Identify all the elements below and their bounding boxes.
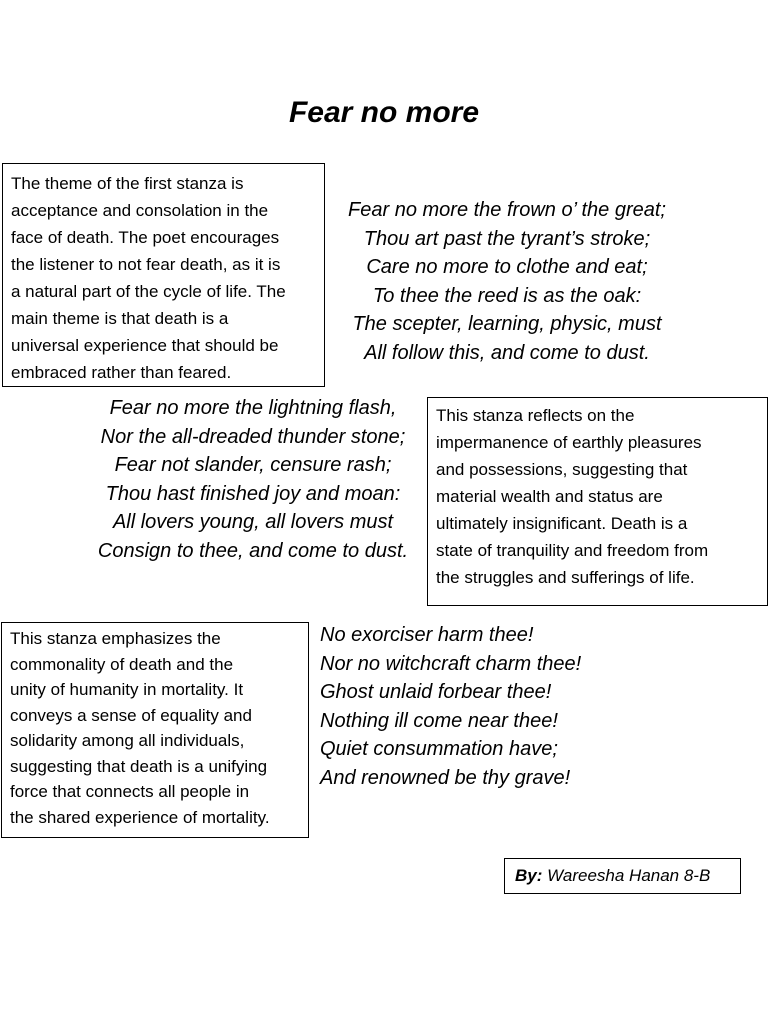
poem-stanza-1: [334, 196, 680, 367]
commentary-line: state of tranquility and freedom from: [436, 541, 709, 560]
commentary-line: The theme of the first stanza is: [11, 174, 244, 193]
poem-line: Care no more to clothe and eat;: [366, 256, 648, 278]
commentary-line: This stanza reflects on the: [436, 406, 635, 425]
poem-line: Ghost unlaid forbear thee!: [320, 681, 552, 703]
poem-line: And renowned be thy grave!: [320, 766, 571, 789]
author-name: Wareesha Hanan 8-B: [547, 866, 711, 885]
poem-line: Nothing ill come near thee!: [320, 709, 558, 732]
commentary-line: material wealth and status are: [436, 487, 663, 506]
commentary-line: the struggles and sufferings of life.: [436, 568, 695, 587]
poem-line: All lovers young, all lovers must: [112, 511, 394, 533]
poem-line: Fear not slander, censure rash;: [114, 454, 392, 476]
author-credit-box: [504, 858, 741, 894]
poem-line: Thou hast finished joy and moan:: [105, 482, 401, 505]
poem-line: No exorciser harm thee!: [320, 624, 534, 646]
commentary-line: a natural part of the cycle of life. The: [11, 282, 286, 301]
commentary-line: embraced rather than feared.: [11, 363, 232, 382]
commentary-line: solidarity among all individuals,: [10, 731, 245, 750]
poem-line: Nor the all-dreaded thunder stone;: [100, 425, 406, 448]
poem-stanza-3: [320, 621, 620, 792]
poem-line: Fear no more the frown o’ the great;: [348, 199, 666, 221]
poem-line: Quiet consummation have;: [320, 738, 558, 760]
commentary-line: unity of humanity in mortality. It: [10, 680, 244, 699]
commentary-line: suggesting that death is a unifying: [10, 756, 268, 776]
commentary-line: the listener to not fear death, as it is: [11, 255, 281, 274]
commentary-line: the shared experience of mortality.: [10, 807, 270, 827]
poem-line: The scepter, learning, physic, must: [352, 313, 662, 335]
stanza3-commentary-box: [1, 622, 309, 838]
commentary-line: conveys a sense of equality and: [10, 705, 252, 725]
poem-stanza-2: [86, 394, 420, 565]
commentary-line: force that connects all people in: [10, 782, 250, 801]
commentary-line: This stanza emphasizes the: [10, 629, 221, 648]
poem-line: Consign to thee, and come to dust.: [97, 539, 409, 562]
stanza1-commentary-box: [2, 163, 325, 387]
commentary-line: universal experience that should be: [11, 336, 279, 355]
poem-line: Nor no witchcraft charm thee!: [320, 652, 582, 675]
author-label: By:: [515, 866, 543, 885]
commentary-line: face of death. The poet encourages: [11, 228, 280, 247]
commentary-line: ultimately insignificant. Death is a: [436, 514, 688, 533]
page-title: Fear no more: [288, 96, 480, 129]
poem-line: All follow this, and come to dust.: [364, 341, 650, 364]
commentary-line: main theme is that death is a: [11, 309, 229, 328]
poem-line: Thou art past the tyrant’s stroke;: [363, 227, 651, 250]
stanza2-commentary-box: [427, 397, 768, 606]
poem-line: To thee the reed is as the oak:: [372, 284, 642, 307]
poem-line: Fear no more the lightning flash,: [109, 397, 397, 419]
commentary-line: acceptance and consolation in the: [11, 201, 269, 220]
commentary-line: and possessions, suggesting that: [436, 460, 688, 479]
commentary-line: commonality of death and the: [10, 654, 234, 674]
commentary-line: impermanence of earthly pleasures: [436, 433, 702, 452]
